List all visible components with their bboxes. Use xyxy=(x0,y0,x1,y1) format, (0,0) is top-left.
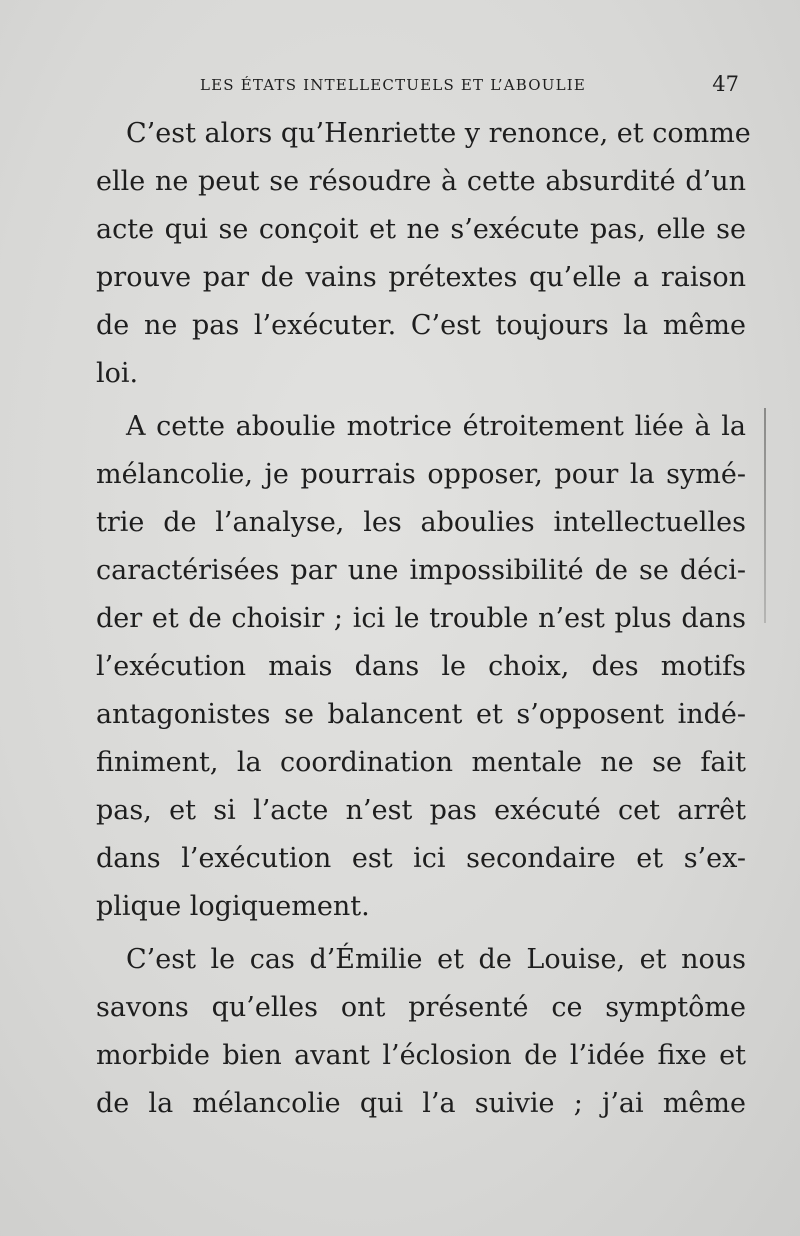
paragraph-3-line-1: C’est le cas d’Émilie et de Louise, et nous xyxy=(126,944,746,975)
paragraph-2-line-11: plique logiquement. xyxy=(96,891,370,922)
body-text xyxy=(96,110,751,1128)
paragraph-1-line-6: loi. xyxy=(96,358,139,389)
paragraph-2-line-1: A cette aboulie motrice étroitement liée à la xyxy=(126,411,746,442)
paragraph-1-line-1: C’est alors qu’Henriette y renonce, et comme xyxy=(126,118,751,149)
paragraph-1-line-5: de ne pas l’exécuter. C’est toujours la même xyxy=(96,310,746,341)
paragraph-1-line-4: prouve par de vains prétextes qu’elle a raison xyxy=(96,262,746,293)
paragraph-3-line-4: de la mélancolie qui l’a suivie ; j’ai même xyxy=(96,1088,746,1119)
paragraph-2-line-8: finiment, la coordination mentale ne se fait xyxy=(96,747,746,778)
paragraph-2-line-4: caractérisées par une impossibilité de se déci- xyxy=(96,555,746,586)
running-title: LES ÉTATS INTELLECTUELS ET L’ABOULIE xyxy=(200,76,587,94)
paragraph-1-line-2: elle ne peut se résoudre à cette absurdité d’un xyxy=(96,166,746,197)
page-header xyxy=(200,72,745,100)
paragraph-3-line-2: savons qu’elles ont présenté ce symptôme xyxy=(96,992,746,1023)
paragraph-2-line-2: mélancolie, je pourrais opposer, pour la symé- xyxy=(96,459,746,490)
paragraph-2-line-10: dans l’exécution est ici secondaire et s’ex- xyxy=(96,843,746,874)
paragraph-3-line-3: morbide bien avant l’éclosion de l’idée fixe et xyxy=(96,1040,746,1071)
paragraph-2-line-9: pas, et si l’acte n’est pas exécuté cet arrêt xyxy=(96,795,746,826)
page-number: 47 xyxy=(712,72,739,96)
margin-line xyxy=(764,408,766,623)
paragraph-2-line-3: trie de l’analyse, les aboulies intellectuelles xyxy=(96,507,746,538)
paragraph-2-line-6: l’exécution mais dans le choix, des motifs xyxy=(96,651,746,682)
paragraph-2-line-5: der et de choisir ; ici le trouble n’est plus dans xyxy=(96,603,746,634)
paragraph-2-line-7: antagonistes se balancent et s’opposent indé- xyxy=(96,699,746,730)
paragraph-1-line-3: acte qui se conçoit et ne s’exécute pas, elle se xyxy=(96,214,746,245)
